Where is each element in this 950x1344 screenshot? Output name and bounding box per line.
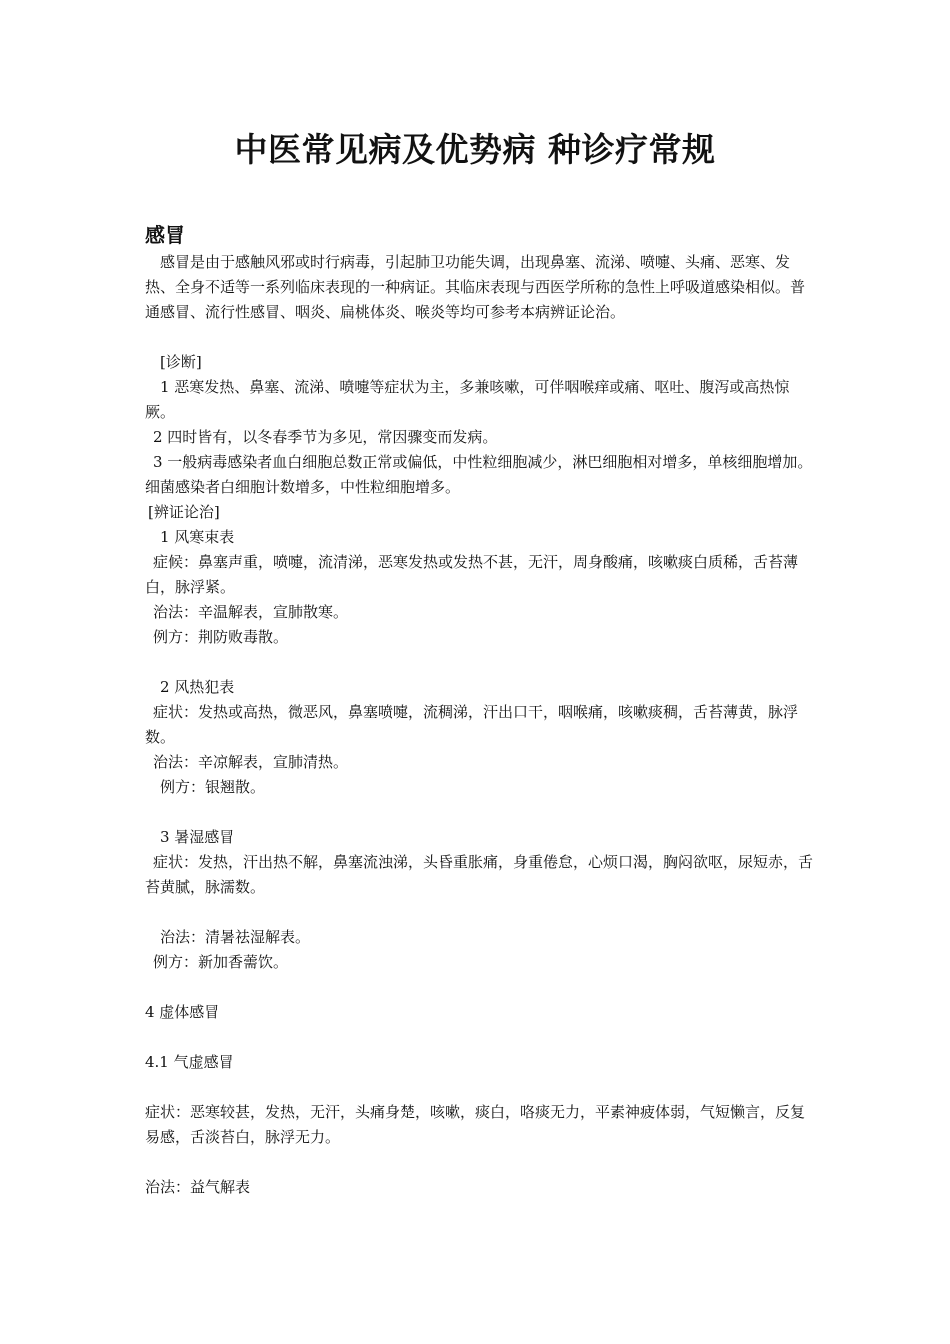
intro-paragraph: 感冒是由于感触风邪或时行病毒，引起肺卫功能失调，出现鼻塞、流涕、喷嚏、头痛、恶寒、发热、全身不适等一系列临床表现的一种病证。其临床表现与西医学所称的急性上呼吸道感染相似。普通感冒、流行性感冒、咽炎、扁桃体炎、喉炎等均可参考本病辨证论治。 xyxy=(145,253,806,321)
diagnosis-item-1: 1 恶寒发热、鼻塞、流涕、喷嚏等症状为主，多兼咳嗽，可伴咽喉痒或痛、呕吐、腹泻或高热惊厥。 xyxy=(145,378,790,421)
pattern-3-formula: 例方：新加香薷饮。 xyxy=(153,953,289,971)
pattern-4-1-method: 治法：益气解表 xyxy=(145,1178,251,1196)
pattern-1-method: 治法：辛温解表，宣肺散寒。 xyxy=(153,603,349,621)
spacer xyxy=(145,650,815,675)
spacer xyxy=(145,325,815,350)
spacer xyxy=(145,1075,815,1100)
spacer xyxy=(145,900,815,925)
pattern-2-method: 治法：辛凉解表，宣肺清热。 xyxy=(153,753,349,771)
spacer xyxy=(145,1150,815,1175)
pattern-1-title: 1 风寒束表 xyxy=(160,528,235,546)
pattern-1-formula: 例方：荆防败毒散。 xyxy=(153,628,289,646)
pattern-3-method: 治法：清暑祛湿解表。 xyxy=(160,928,311,946)
pattern-2-symptoms: 症状：发热或高热，微恶风，鼻塞喷嚏，流稠涕，汗出口干，咽喉痛，咳嗽痰稠，舌苔薄黄，脉浮数。 xyxy=(145,703,799,746)
spacer xyxy=(145,800,815,825)
pattern-4-1-title: 4.1 气虚感冒 xyxy=(145,1053,234,1071)
pattern-3-symptoms: 症状：发热，汗出热不解，鼻塞流浊涕，头昏重胀痛，身重倦怠，心烦口渴，胸闷欲呕，尿短赤，舌苔黄腻，脉濡数。 xyxy=(145,853,814,896)
document-title: 中医常见病及优势病 种诊疗常规 xyxy=(234,130,716,169)
pattern-4-title: 4 虚体感冒 xyxy=(145,1003,220,1021)
section-heading: 感冒 xyxy=(145,223,185,247)
pattern-3-title: 3 暑湿感冒 xyxy=(160,828,235,846)
spacer xyxy=(145,1025,815,1050)
document-body xyxy=(145,220,815,1200)
diagnosis-item-2: 2 四时皆有，以冬春季节为多见，常因骤变而发病。 xyxy=(153,428,498,446)
diagnosis-heading: [诊断] xyxy=(160,353,202,371)
pattern-4-1-symptoms: 症状：恶寒较甚，发热，无汗，头痛身楚，咳嗽，痰白，咯痰无力，平素神疲体弱，气短懒言，反复易感，舌淡苔白，脉浮无力。 xyxy=(145,1103,806,1146)
diagnosis-item-3: 3 一般病毒感染者血白细胞总数正常或偏低，中性粒细胞减少，淋巴细胞相对增多，单核细胞增加。细菌感染者白细胞计数增多，中性粒细胞增多。 xyxy=(145,453,813,496)
pattern-2-formula: 例方：银翘散。 xyxy=(160,778,266,796)
treatment-heading: [辨证论治] xyxy=(148,503,220,521)
pattern-2-title: 2 风热犯表 xyxy=(160,678,235,696)
spacer xyxy=(145,975,815,1000)
pattern-1-symptoms: 症候：鼻塞声重，喷嚏，流清涕，恶寒发热或发热不甚，无汗，周身酸痛，咳嗽痰白质稀，舌苔薄白，脉浮紧。 xyxy=(145,553,799,596)
